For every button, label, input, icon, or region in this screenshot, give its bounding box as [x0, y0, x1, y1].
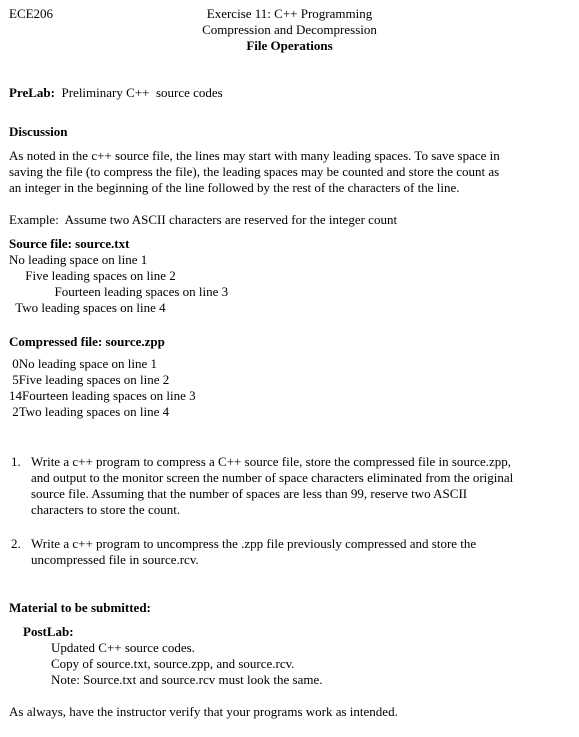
- task-line: and output to the monitor screen the number of space characters eliminated from the original: [31, 470, 514, 485]
- prelab-label: PreLab:: [9, 85, 55, 100]
- source-file-line: Five leading spaces on line 2: [9, 268, 176, 283]
- prelab-line: [9, 85, 223, 101]
- task-line: uncompressed file in source.rcv.: [31, 552, 199, 567]
- task-number: 1.: [11, 454, 21, 469]
- task-line: characters to store the count.: [31, 502, 181, 517]
- discussion-line: saving the file (to compress the file), the leading spaces may be counted and store the count as: [9, 164, 500, 179]
- source-file-heading: Source file: source.txt: [9, 236, 130, 251]
- task-number: 2.: [11, 536, 21, 551]
- material-item: Note: Source.txt and source.rcv must look the same.: [51, 672, 323, 687]
- task-line: source file. Assuming that the number of spaces are less than 99, reserve two ASCII: [31, 486, 468, 501]
- task-line: Write a c++ program to compress a C++ source file, store the compressed file in source.zpp,: [31, 454, 512, 469]
- compressed-file-line: 2Two leading spaces on line 4: [9, 404, 170, 419]
- exercise-title: Exercise 11: C++ Programming: [206, 6, 373, 21]
- compressed-file-line: 14Fourteen leading spaces on line 3: [9, 388, 196, 403]
- example-line: Example: Assume two ASCII characters are reserved for the integer count: [9, 212, 398, 227]
- source-file-line: Fourteen leading spaces on line 3: [9, 284, 229, 299]
- exercise-topic: File Operations: [246, 38, 333, 53]
- closing-line: As always, have the instructor verify that your programs work as intended.: [9, 704, 398, 719]
- prelab-text: Preliminary C++ source codes: [61, 85, 223, 100]
- material-heading: Material to be submitted:: [9, 600, 151, 615]
- compressed-file-heading: Compressed file: source.zpp: [9, 334, 165, 349]
- course-code: ECE206: [9, 6, 54, 21]
- task-line: Write a c++ program to uncompress the .zpp file previously compressed and store the: [31, 536, 477, 551]
- source-file-line: No leading space on line 1: [9, 252, 148, 267]
- material-item: Copy of source.txt, source.zpp, and source.rcv.: [51, 656, 295, 671]
- discussion-heading: Discussion: [9, 124, 68, 139]
- material-item: Updated C++ source codes.: [51, 640, 195, 655]
- discussion-line: As noted in the c++ source file, the lines may start with many leading spaces. To save space in: [9, 148, 500, 163]
- compressed-file-line: 5Five leading spaces on line 2: [9, 372, 170, 387]
- exercise-subtitle: Compression and Decompression: [202, 22, 377, 37]
- postlab-label: PostLab:: [23, 624, 74, 639]
- source-file-line: Two leading spaces on line 4: [9, 300, 166, 315]
- compressed-file-line: 0No leading space on line 1: [9, 356, 158, 371]
- discussion-line: an integer in the beginning of the line followed by the rest of the characters of the line.: [9, 180, 460, 195]
